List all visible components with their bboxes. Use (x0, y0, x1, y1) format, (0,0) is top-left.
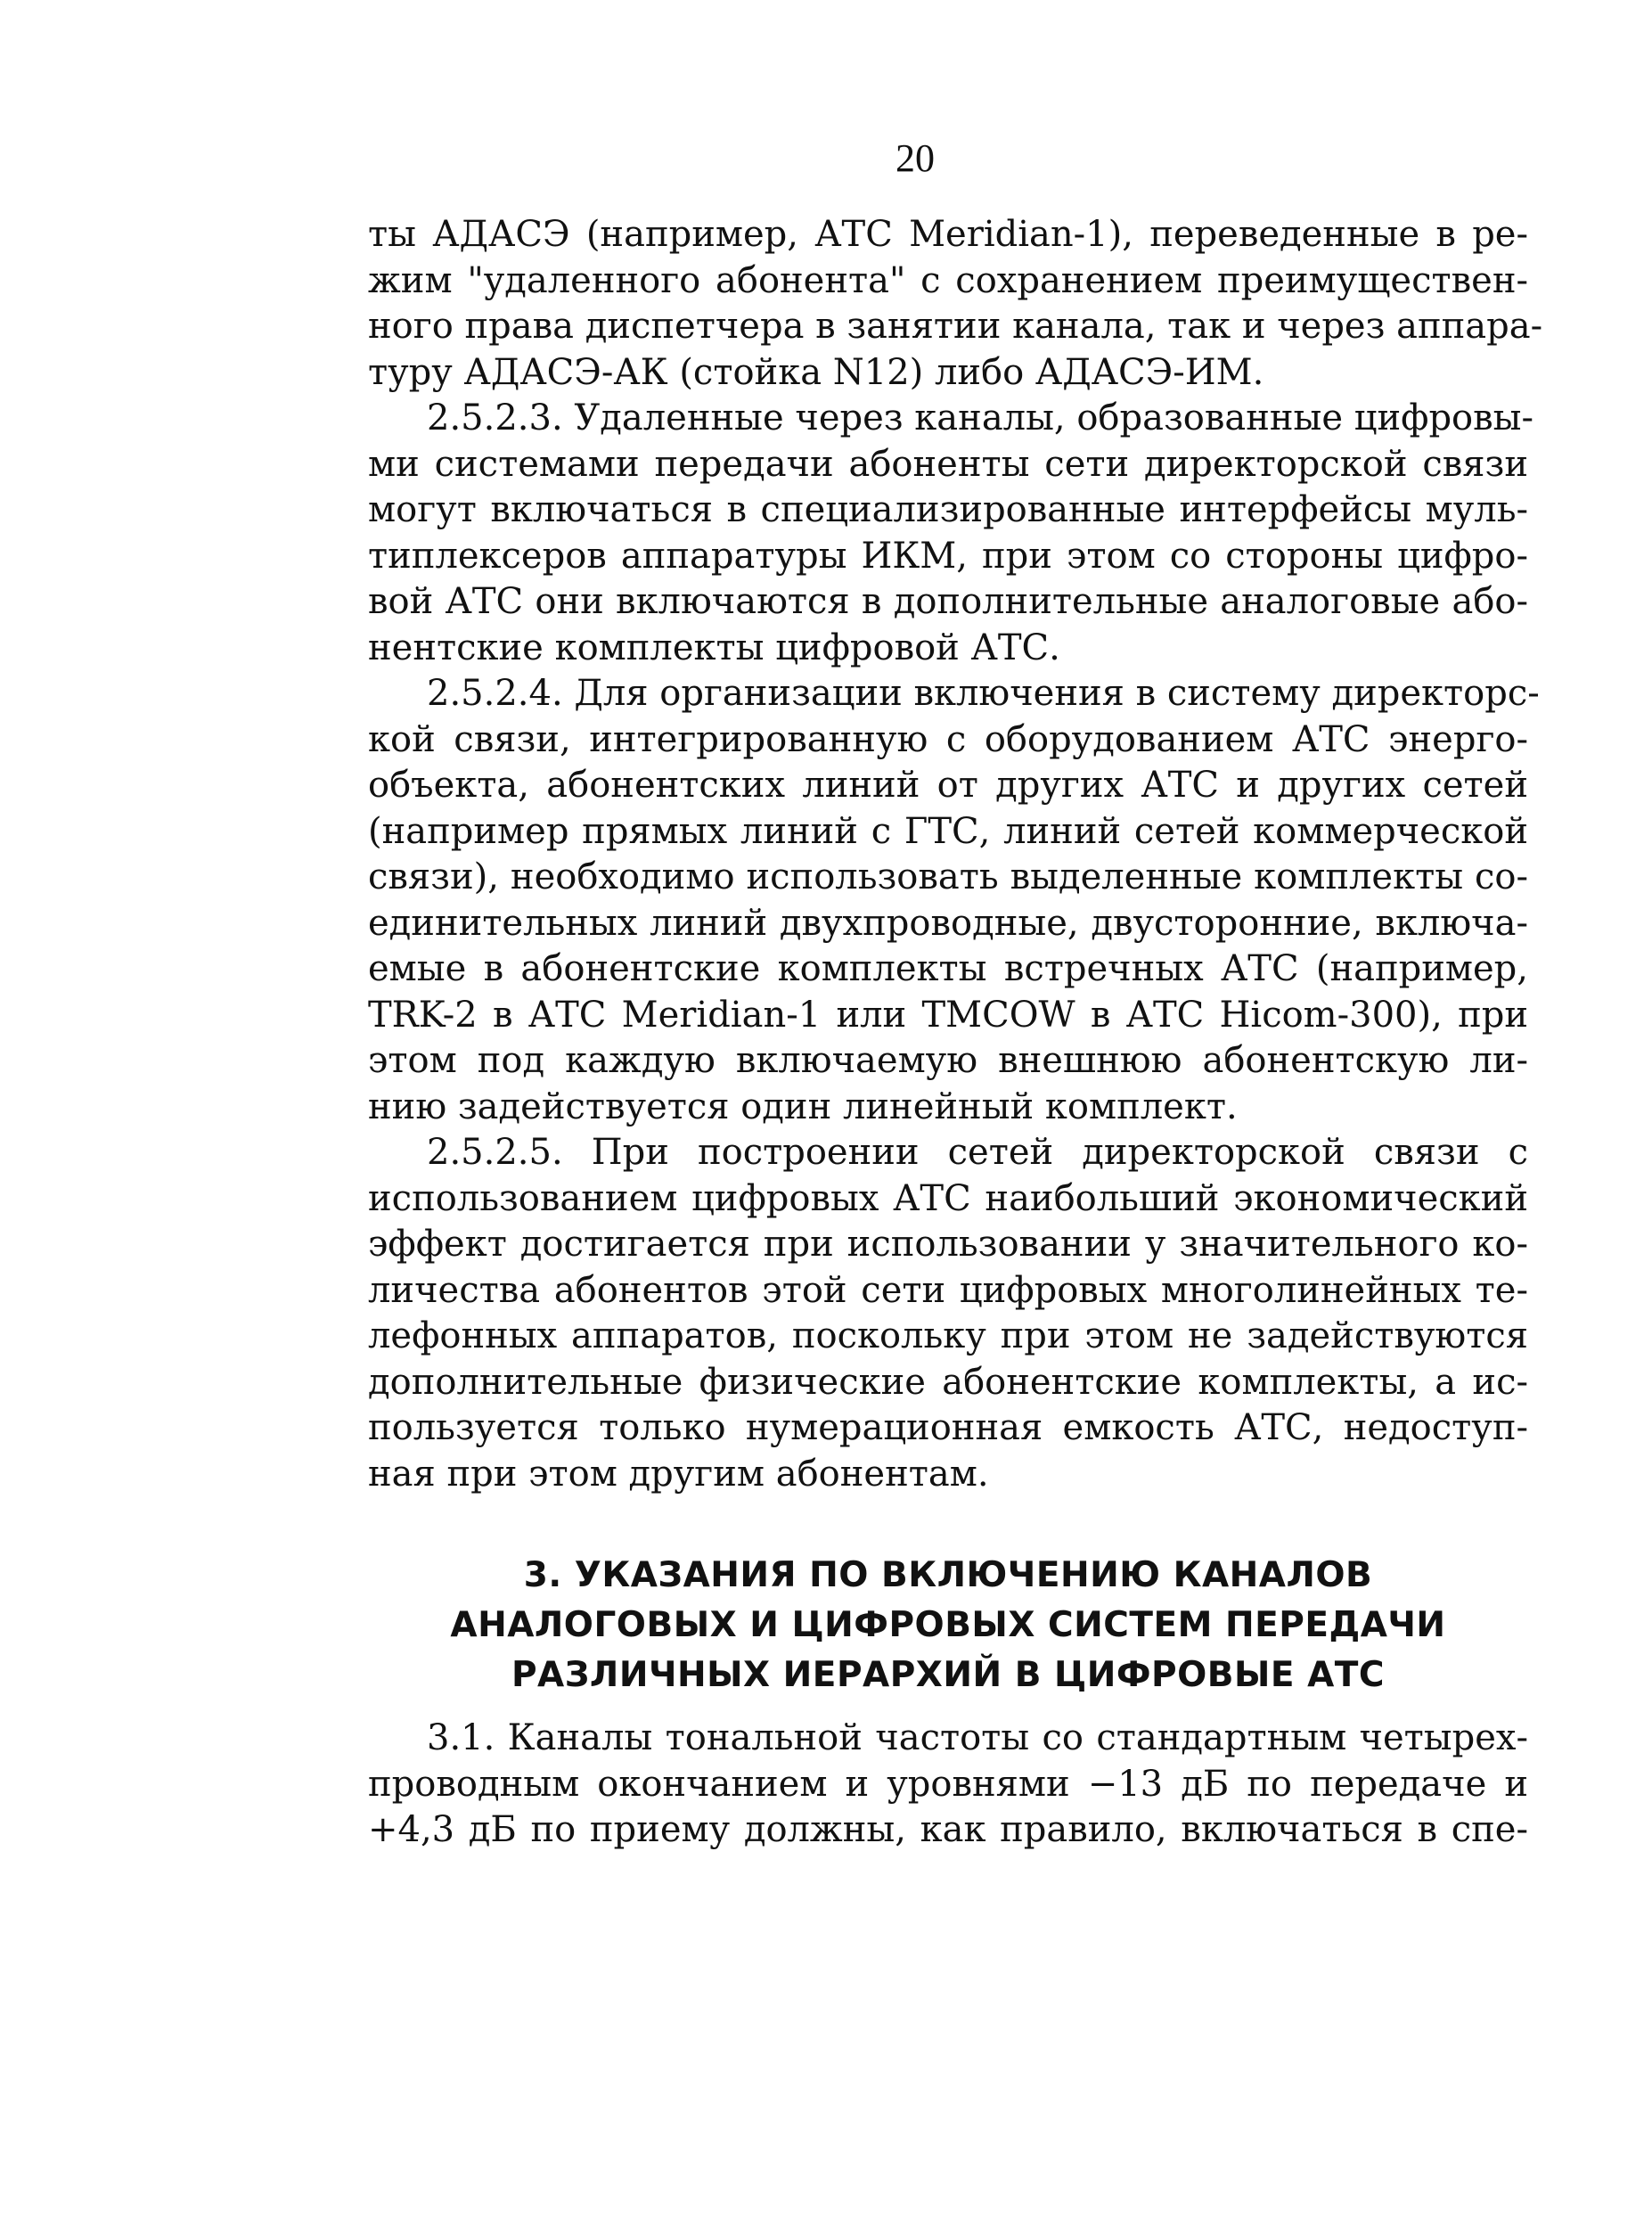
paragraph-continuation (368, 212, 1543, 396)
text-line: +4,3 дБ по приему должны, как правило, включаться в спе- (368, 1809, 1528, 1850)
text-line: этом под каждую включаемую внешнюю абонентскую ли- (368, 1040, 1528, 1081)
text-line: емые в абонентские комплекты встречных АТС (например, (368, 948, 1528, 989)
text-line: лефонных аппаратов, поскольку при этом не задействуются (368, 1315, 1528, 1356)
text-line: ми системами передачи абоненты сети директорской связи (368, 443, 1528, 485)
page-number: 20 (896, 136, 935, 180)
text-line: эффект достигается при использовании у значительного ко- (368, 1224, 1528, 1265)
text-line: 3.1. Каналы тональной частоты со стандартным четырех- (427, 1717, 1528, 1758)
section-heading (368, 1551, 1528, 1700)
text-line: ты АДАСЭ (например, АТС Meridian-1), переведенные в ре- (368, 214, 1528, 255)
text-line: ная при этом другим абонентам. (368, 1453, 989, 1495)
text-line: (например прямых линий с ГТС, линий сетей коммерческой (368, 810, 1528, 852)
text-line: 2.5.2.3. Удаленные через каналы, образованные цифровы- (427, 397, 1534, 438)
paragraph-2-5-2-4 (368, 671, 1540, 1130)
text-line: использованием цифровых АТС наибольший экономический (368, 1177, 1528, 1219)
text-line: 2.5.2.4. Для организации включения в систему директорс- (427, 673, 1540, 714)
text-line: нию задействуется один линейный комплект. (368, 1085, 1238, 1127)
text-line: вой АТС они включаются в дополнительные аналоговые або- (368, 581, 1528, 622)
text-line: пользуется только нумерационная емкость АТС, недоступ- (368, 1407, 1528, 1448)
text-line: дополнительные физические абонентские комплекты, а ис- (368, 1361, 1528, 1403)
text-line: ного права диспетчера в занятии канала, так и через аппара- (368, 306, 1543, 347)
text-line: TRK-2 в АТС Meridian-1 или TMCOW в АТС Hicom-300), при (368, 994, 1528, 1036)
section-3-text (368, 1716, 1528, 1854)
text-line: личества абонентов этой сети цифровых многолинейных те- (368, 1269, 1528, 1311)
text-line: 2.5.2.5. При построении сетей директорской связи с (427, 1132, 1528, 1173)
text-line: жим "удаленного абонента" с сохранением преимуществен- (368, 259, 1528, 301)
heading-line: 3. УКАЗАНИЯ ПО ВКЛЮЧЕНИЮ КАНАЛОВ (523, 1555, 1373, 1595)
paragraph-2-5-2-3 (368, 396, 1534, 671)
text-line: единительных линий двухпроводные, двусторонние, включа- (368, 902, 1528, 944)
text-line: проводным окончанием и уровнями −13 дБ по передаче и (368, 1763, 1528, 1805)
text-line: нентские комплекты цифровой АТС. (368, 627, 1060, 668)
body-text (368, 212, 1543, 1497)
text-line: кой связи, интегрированную с оборудованием АТС энерго- (368, 718, 1528, 760)
paragraph-2-5-2-5 (368, 1130, 1528, 1497)
text-line: объекта, абонентских линий от других АТС и других сетей (368, 765, 1528, 806)
text-line: типлексеров аппаратуры ИКМ, при этом со стороны цифро- (368, 535, 1528, 577)
paragraph-3-1 (368, 1716, 1528, 1854)
text-line: могут включаться в специализированные интерфейсы муль- (368, 489, 1528, 530)
text-line: туру АДАСЭ-АК (стойка N12) либо АДАСЭ-ИМ. (368, 351, 1264, 393)
heading-line: АНАЛОГОВЫХ И ЦИФРОВЫХ СИСТЕМ ПЕРЕДАЧИ (450, 1605, 1446, 1645)
text-line: связи), необходимо использовать выделенные комплекты со- (368, 856, 1528, 897)
heading-line: РАЗЛИЧНЫХ ИЕРАРХИЙ В ЦИФРОВЫЕ АТС (511, 1655, 1386, 1695)
